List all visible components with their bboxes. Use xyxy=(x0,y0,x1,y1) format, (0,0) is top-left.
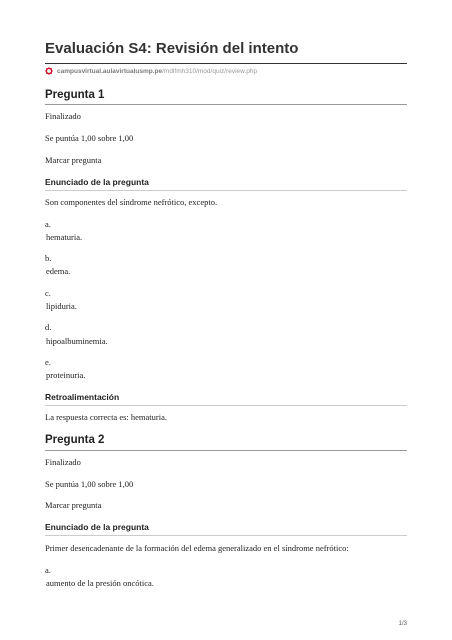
source-url[interactable] xyxy=(45,67,257,75)
option-letter: b. xyxy=(45,253,52,263)
question-1-state: Finalizado xyxy=(45,111,81,121)
gear-icon xyxy=(45,67,53,75)
question-1-flag-link[interactable]: Marcar pregunta xyxy=(45,155,102,165)
option-letter: a. xyxy=(45,565,51,575)
question-1-statement: Son componentes del síndrome nefrótico, excepto. xyxy=(45,197,218,207)
option-text: hematuria. xyxy=(46,232,83,242)
page-title: Evaluación S4: Revisión del intento xyxy=(45,40,299,57)
option-text: proteinuria. xyxy=(46,370,86,380)
url-path: /mdlfmh310/mod/quiz/review.php xyxy=(162,67,258,75)
question-2-statement-heading: Enunciado de la pregunta xyxy=(45,522,149,532)
option-letter: a. xyxy=(45,219,51,229)
question-1-statement-divider xyxy=(45,190,407,191)
url-domain: campusvirtual.aulavirtualusmp.pe xyxy=(57,67,163,75)
question-1-statement-heading: Enunciado de la pregunta xyxy=(45,177,149,187)
question-2-flag-link[interactable]: Marcar pregunta xyxy=(45,500,102,510)
option-text: edema. xyxy=(46,266,71,276)
question-1-grade: Se puntúa 1,00 sobre 1,00 xyxy=(45,133,134,143)
option-text: aumento de la presión oncótica. xyxy=(46,578,154,588)
option-text: hipoalbuminemia. xyxy=(46,336,108,346)
question-1-heading: Pregunta 1 xyxy=(45,89,105,101)
option-letter: e. xyxy=(45,357,51,367)
question-1-feedback: La respuesta correcta es: hematuria. xyxy=(45,412,168,422)
question-2-statement-divider xyxy=(45,535,407,536)
page-number: 1/3 xyxy=(398,621,407,627)
option-letter: c. xyxy=(45,288,51,298)
question-2-grade: Se puntúa 1,00 sobre 1,00 xyxy=(45,479,134,489)
question-1-divider xyxy=(45,104,407,105)
question-2-state: Finalizado xyxy=(45,457,81,467)
option-letter: d. xyxy=(45,322,52,332)
question-2-divider xyxy=(45,450,407,451)
question-2-heading: Pregunta 2 xyxy=(45,434,105,446)
question-1-feedback-divider xyxy=(45,405,407,406)
question-1-feedback-heading: Retroalimentación xyxy=(45,392,120,402)
option-text: lipiduria. xyxy=(46,301,77,311)
title-divider xyxy=(45,63,407,64)
question-2-statement: Primer desencadenante de la formación del edema generalizado en el síndrome nefrótico: xyxy=(45,543,349,553)
